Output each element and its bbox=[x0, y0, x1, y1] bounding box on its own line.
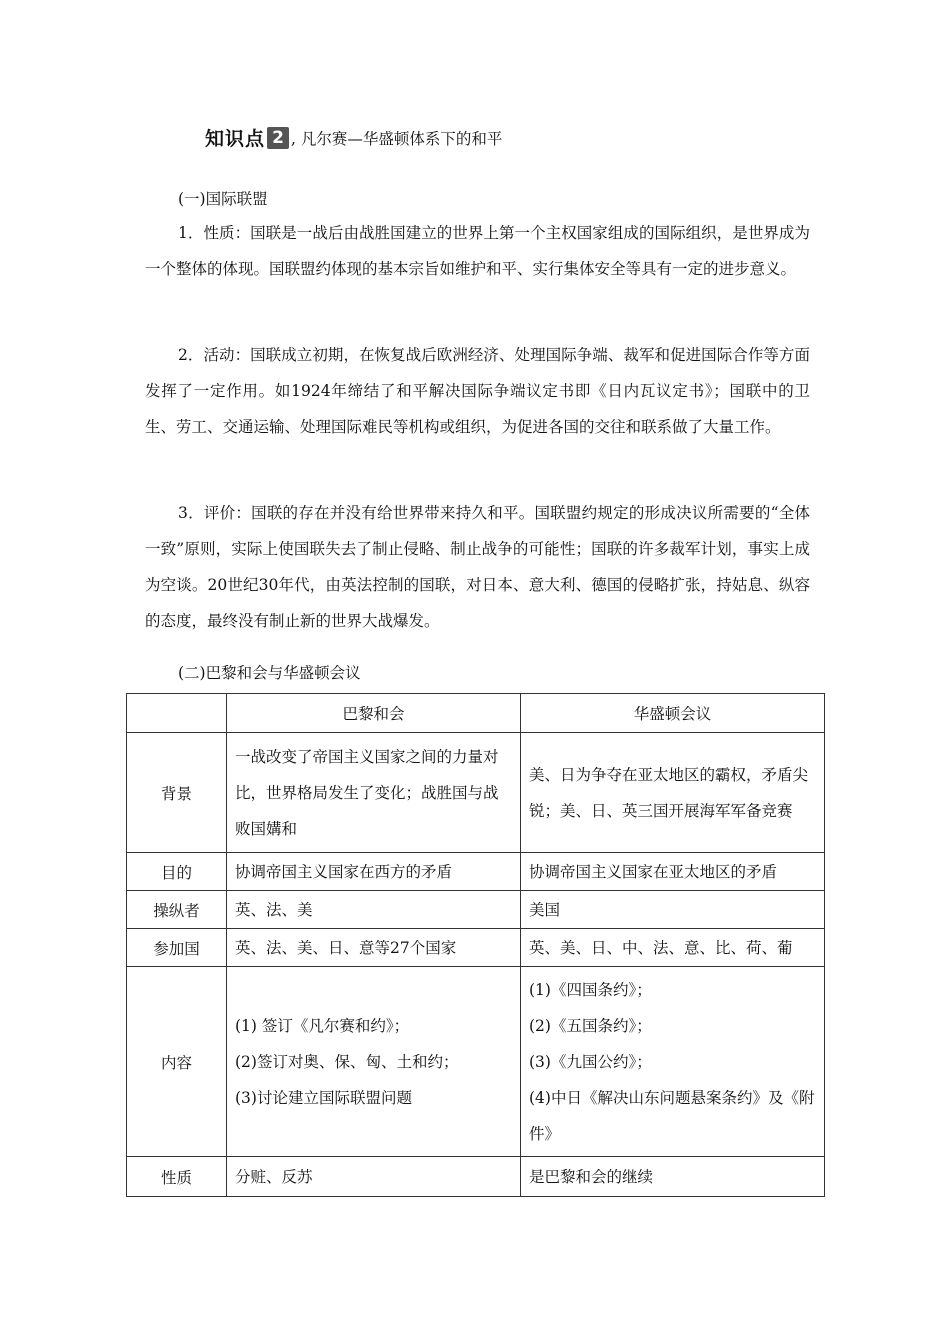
washington-cell bbox=[521, 853, 825, 891]
cell-text: (2)签订对奥、保、匈、土和约； bbox=[235, 1052, 459, 1071]
activities-paragraph: 2．活动：国联成立初期，在恢复战后欧洲经济、处理国际争端、裁军和促进国际合作等方面发挥了一定作用。如1924年缔结了和平解决国际争端议定书即《日内瓦议定书》；国联中的卫生、劳工、交通运输、处理国际难民等机构或组织，为促进各国的交往和联系做了大量工作。 bbox=[145, 346, 810, 436]
row-label: 背景 bbox=[127, 733, 227, 853]
washington-cell bbox=[521, 967, 825, 1157]
table-header-washington: 华盛顿会议 bbox=[521, 694, 825, 733]
comparison-table bbox=[126, 693, 825, 1197]
section-1-title: (一)国际联盟 bbox=[178, 190, 268, 208]
row-label: 内容 bbox=[127, 967, 227, 1157]
table-row bbox=[127, 1157, 825, 1197]
cell-text: (3)讨论建立国际联盟问题 bbox=[235, 1088, 412, 1107]
table-row bbox=[127, 929, 825, 967]
cell-text: 分赃、反苏 bbox=[235, 1167, 313, 1186]
knowledge-point-title: , 凡尔赛—华盛顿体系下的和平 bbox=[291, 129, 503, 148]
knowledge-point-heading bbox=[205, 124, 502, 151]
knowledge-point-number-badge: 2 bbox=[267, 127, 289, 149]
cell-text: (1)《四国条约》； bbox=[529, 980, 652, 999]
row-label: 目的 bbox=[127, 853, 227, 891]
evaluation-paragraph: 3．评价：国联的存在并没有给世界带来持久和平。国联盟约规定的形成决议所需要的“全体一致”原则，实际上使国联失去了制止侵略、制止战争的可能性；国联的许多裁军计划，事实上成为空谈。20世纪30年代，由英法控制的国联，对日本、意大利、德国的侵略扩张，持姑息、纵容的态度，最终没有制止新的世界大战爆发。 bbox=[145, 504, 810, 630]
cell-text: 是巴黎和会的继续 bbox=[529, 1167, 654, 1186]
knowledge-point-label: 知识点 bbox=[205, 128, 266, 150]
cell-text: 协调帝国主义国家在西方的矛盾 bbox=[235, 862, 453, 881]
nature-paragraph: 1．性质：国联是一战后由战胜国建立的世界上第一个主权国家组成的国际组织，是世界成为一个整体的体现。国联盟约体现的基本宗旨如维护和平、实行集体安全等具有一定的进步意义。 bbox=[145, 224, 810, 278]
cell-text: (2)《五国条约》； bbox=[529, 1016, 652, 1035]
table-row bbox=[127, 967, 825, 1157]
cell-text: 英、美、日、中、法、意、比、荷、葡 bbox=[529, 938, 793, 957]
paris-cell bbox=[227, 967, 521, 1157]
paris-cell bbox=[227, 853, 521, 891]
cell-text: 英、法、美 bbox=[235, 900, 313, 919]
section-2-title: (二)巴黎和会与华盛顿会议 bbox=[178, 664, 361, 682]
row-label: 操纵者 bbox=[127, 891, 227, 929]
cell-text: 协调帝国主义国家在亚太地区的矛盾 bbox=[529, 862, 778, 881]
cell-text: 英、法、美、日、意等27个国家 bbox=[235, 938, 457, 957]
paris-cell bbox=[227, 1157, 521, 1197]
paris-cell bbox=[227, 891, 521, 929]
row-label: 性质 bbox=[127, 1157, 227, 1197]
table-row bbox=[127, 733, 825, 853]
table-row bbox=[127, 853, 825, 891]
washington-cell bbox=[521, 733, 825, 853]
table-header-paris: 巴黎和会 bbox=[227, 694, 521, 733]
cell-text: (4)中日《解决山东问题悬案条约》及《附件》 bbox=[529, 1088, 815, 1143]
table-row bbox=[127, 891, 825, 929]
table-header-empty bbox=[127, 694, 227, 733]
washington-cell bbox=[521, 1157, 825, 1197]
cell-text: 美、日为争夺在亚太地区的霸权，矛盾尖锐；美、日、英三国开展海军军备竞赛 bbox=[529, 765, 809, 820]
washington-cell bbox=[521, 929, 825, 967]
cell-text: (1) 签订《凡尔赛和约》； bbox=[235, 1016, 410, 1035]
paris-cell bbox=[227, 733, 521, 853]
washington-cell bbox=[521, 891, 825, 929]
row-label: 参加国 bbox=[127, 929, 227, 967]
table-header-row bbox=[127, 694, 825, 733]
cell-text: 一战改变了帝国主义国家之间的力量对比，世界格局发生了变化；战胜国与战败国媾和 bbox=[235, 747, 499, 838]
cell-text: 美国 bbox=[529, 900, 561, 919]
paris-cell bbox=[227, 929, 521, 967]
cell-text: (3)《九国公约》； bbox=[529, 1052, 652, 1071]
